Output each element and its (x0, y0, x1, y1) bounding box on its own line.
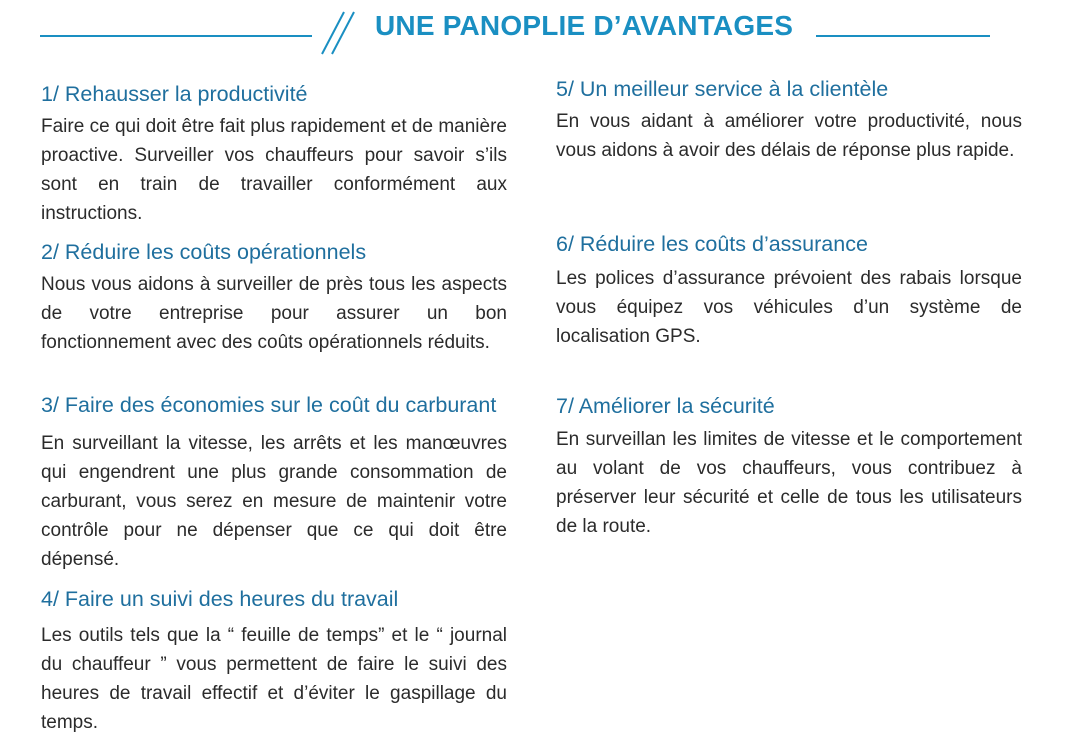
section-heading: 6/ Réduire les coûts d’assurance (556, 232, 868, 256)
section-heading: 7/ Améliorer la sécurité (556, 394, 775, 418)
section-body: En vous aidant à améliorer votre productivité, nous vous aidons à avoir des délais de réponse plus rapide. (556, 111, 1022, 161)
double-slash-icon (318, 8, 366, 56)
section-heading: 4/ Faire un suivi des heures du travail (41, 587, 399, 611)
section-body: En surveillan les limites de vitesse et le comportement au volant de vos chauffeurs, vous contribuez à préserver leur sécurité et celle de tous les utilisateurs de la route. (556, 429, 1022, 537)
header-rule-right (816, 35, 990, 37)
section-body: Nous vous aidons à surveiller de près tous les aspects de votre entreprise pour assurer un bon fonctionnement avec des coûts opérationnels réduits. (41, 274, 507, 353)
section-work-hours (41, 585, 507, 737)
section-operational-costs (41, 238, 507, 357)
section-body: Les polices d’assurance prévoient des rabais lorsque vous équipez vos véhicules d’un système de localisation GPS. (556, 268, 1022, 347)
section-heading: 5/ Un meilleur service à la clientèle (556, 77, 889, 101)
section-heading: 2/ Réduire les coûts opérationnels (41, 240, 367, 264)
header-rule-left (40, 35, 312, 37)
section-customer-service (556, 75, 1022, 165)
section-heading: 1/ Rehausser la productivité (41, 82, 308, 106)
section-body: En surveillant la vitesse, les arrêts et les manœuvres qui engendrent une plus grande consommation de carburant, vous serez en mesure de maintenir votre contrôle pour ne dépenser que ce qui doit être dépensé. (41, 433, 507, 570)
section-safety (556, 392, 1022, 541)
section-productivity (41, 80, 507, 228)
section-insurance-costs (556, 230, 1022, 351)
section-body: Faire ce qui doit être fait plus rapidement et de manière proactive. Surveiller vos chauffeurs pour savoir s’ils sont en train de travailler conformément aux instructions. (41, 116, 507, 224)
page-title: UNE PANOPLIE D’AVANTAGES (375, 10, 794, 41)
section-heading: 3/ Faire des économies sur le coût du carburant (41, 393, 497, 417)
section-body: Les outils tels que la “ feuille de temps” et le “ journal du chauffeur ” vous permettent de faire le suivi des heures de travail effectif et d’éviter le gaspillage du temps. (41, 625, 507, 733)
section-fuel-savings (41, 391, 507, 574)
